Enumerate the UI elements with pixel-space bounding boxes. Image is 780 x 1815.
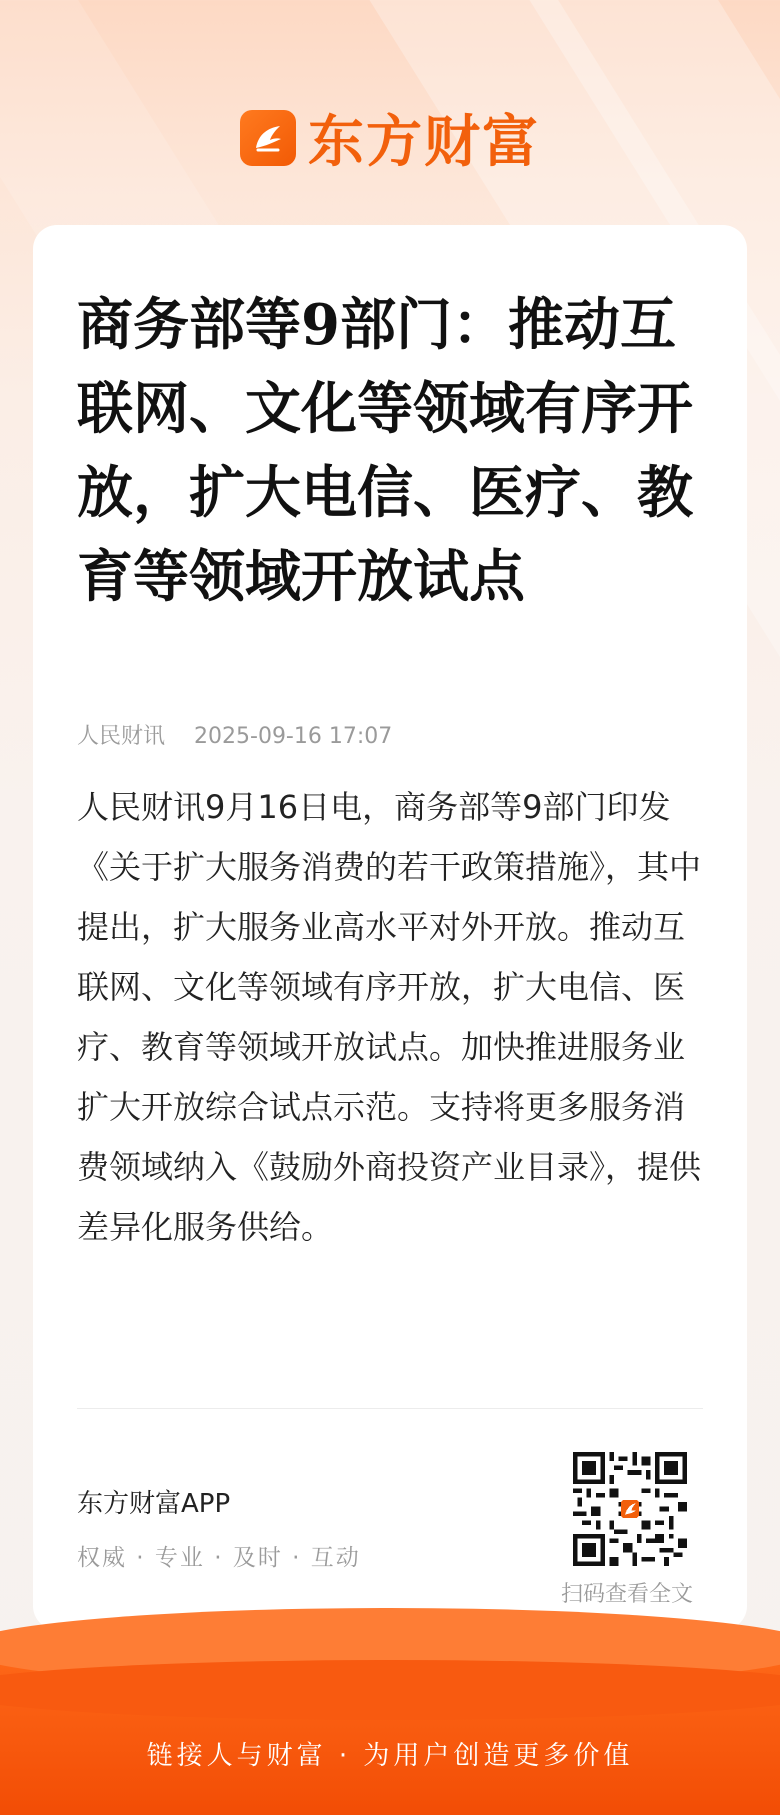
eastmoney-logo-icon [240, 110, 296, 166]
qr-code-icon[interactable] [573, 1452, 687, 1566]
brand-name: 东方财富 [308, 110, 540, 175]
app-name: 东方财富APP [77, 1489, 231, 1519]
footer-tagline: 链接人与财富 · 为用户创造更多价值 [146, 1741, 634, 1771]
article-datetime: 2025-09-16 17:07 [194, 724, 393, 749]
article-body: 人民财讯9月16日电，商务部等9部门印发《关于扩大服务消费的若干政策措施》，其中提出，扩大服务业高水平对外开放。推动互联网、文化等领域有序开放，扩大电信、医疗、教育等领域开放试点。加快推进服务业扩大开放综合试点示范。支持将更多服务消费领域纳入《鼓励外商投资产业目录》，提供差异化服务供给。 [77, 788, 702, 1246]
divider [77, 1408, 703, 1409]
app-slogan: 权威 · 专业 · 及时 · 互动 [77, 1545, 361, 1571]
qr-caption: 扫码查看全文 [561, 1582, 694, 1607]
brand-header [0, 100, 780, 176]
article-source: 人民财讯 [77, 724, 166, 749]
article-meta [77, 719, 392, 750]
footer-wave [0, 1660, 780, 1720]
article-title: 商务部等9部门：推动互联网、文化等领域有序开放，扩大电信、医疗、教育等领域开放试点 [77, 292, 693, 610]
article-card [33, 225, 747, 1630]
